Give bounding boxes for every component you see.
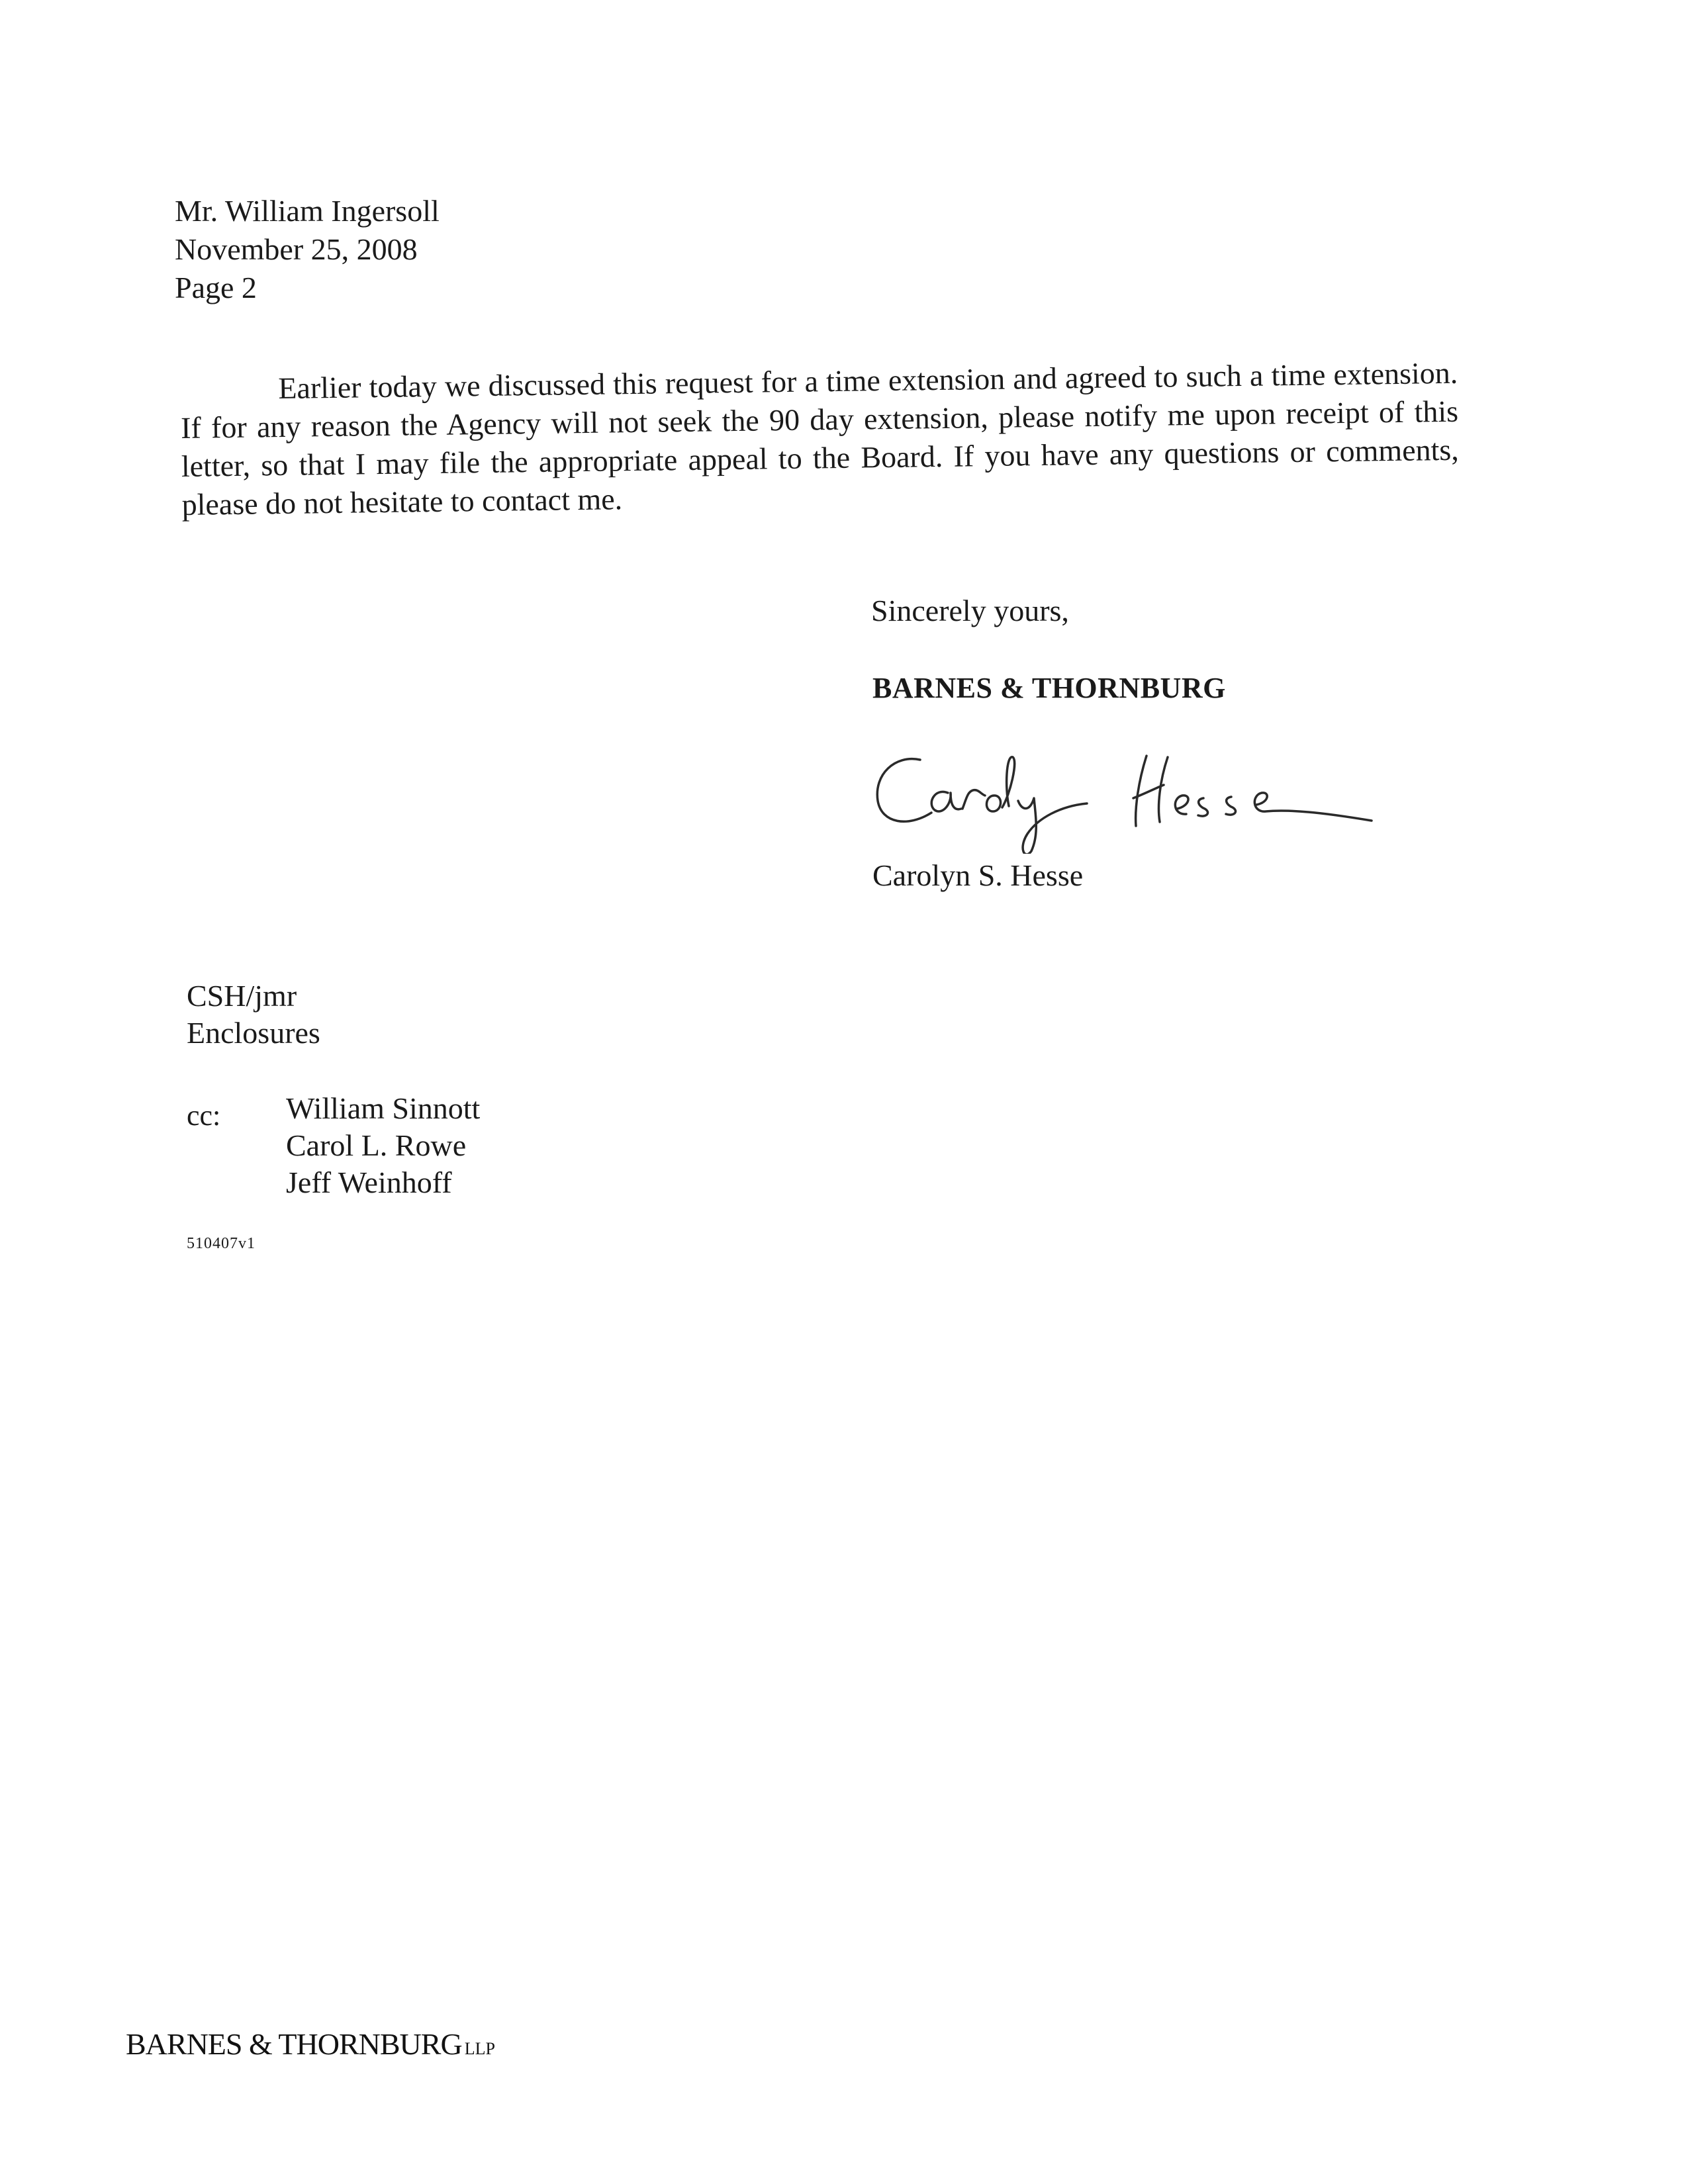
closing-salutation: Sincerely yours, xyxy=(871,594,1069,627)
handwritten-signature xyxy=(868,735,1411,854)
footer-logo-suffix: LLP xyxy=(464,2039,495,2058)
reference-initials: CSH/jmr xyxy=(187,979,297,1013)
footer-logo xyxy=(126,2026,495,2062)
body-paragraph xyxy=(180,354,1460,524)
footer-logo-main: BARNES & THORNBURG xyxy=(126,2027,462,2061)
body-text: Earlier today we discussed this request for a time extension and agreed to such a time extension. If for any reason the Agency will not seek the 90 day extension, please notify me upon receipt of this letter, so that I may file the appropriate appeal to the Board. If you have any questions or comments, please do not hesitate to contact me. xyxy=(180,355,1460,522)
letter-date: November 25, 2008 xyxy=(175,232,418,266)
cc-recipient: Carol L. Rowe xyxy=(286,1128,467,1162)
enclosures-note: Enclosures xyxy=(187,1016,320,1050)
cc-recipient: William Sinnott xyxy=(286,1091,481,1125)
signer-name: Carolyn S. Hesse xyxy=(872,858,1084,892)
cc-recipient: Jeff Weinhoff xyxy=(286,1165,452,1199)
recipient-name: Mr. William Ingersoll xyxy=(175,194,440,228)
firm-name: BARNES & THORNBURG xyxy=(872,672,1226,704)
page-number: Page 2 xyxy=(175,271,257,304)
cc-label: cc: xyxy=(187,1099,221,1132)
document-id: 510407v1 xyxy=(187,1235,256,1252)
